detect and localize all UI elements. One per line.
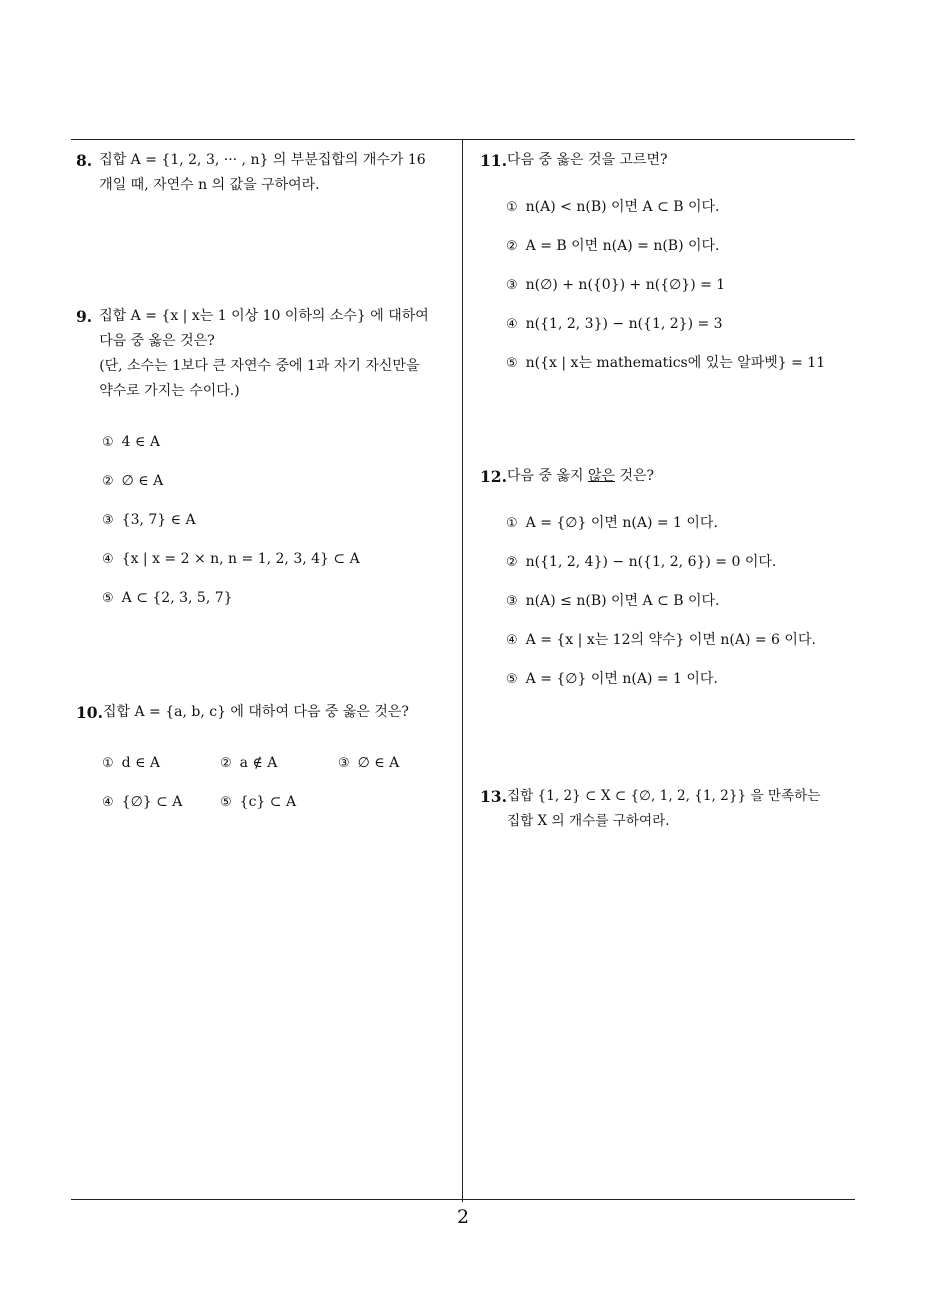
answer-options xyxy=(506,511,860,706)
question-8 xyxy=(76,148,458,198)
option-mark: ⑤ xyxy=(506,672,518,687)
question-text: 집합 A = {1, 2, 3, ··· , n} 의 부분집합의 개수가 16 개일 때, 자연수 n 의 값을 구하여라. xyxy=(99,152,426,193)
question-text xyxy=(507,464,654,489)
option-text: n(∅) + n({0}) + n({∅}) = 1 xyxy=(525,277,726,293)
answer-options xyxy=(102,751,458,829)
question-text: 집합 A = {x | x는 1 이상 10 이하의 소수} 에 대하여 다음 중 옳은 것은? (단, 소수는 1보다 큰 자연수 중에 1과 자기 자신만을 약수로 가지는 수이다.) xyxy=(99,308,429,399)
option-text: {3, 7} ∈ A xyxy=(121,512,196,528)
option-text: n({x | x는 mathematics에 있는 알파벳} = 11 xyxy=(525,355,826,371)
option-mark: ② xyxy=(506,555,518,570)
option-mark: ⑤ xyxy=(102,591,114,606)
option-mark: ⑤ xyxy=(220,795,232,810)
option-1[interactable] xyxy=(506,511,860,550)
question-text-after: 것은? xyxy=(615,468,655,484)
answer-options xyxy=(506,195,860,390)
option-mark: ① xyxy=(506,516,518,531)
option-mark: ③ xyxy=(338,756,350,771)
option-mark: ① xyxy=(102,756,114,771)
option-2[interactable] xyxy=(102,469,458,508)
option-text: d ∈ A xyxy=(121,755,160,771)
question-text-before: 다음 중 옳지 xyxy=(506,468,588,484)
option-4[interactable] xyxy=(506,628,860,667)
question-13 xyxy=(480,784,860,834)
option-text: A = B 이면 n(A) = n(B) 이다. xyxy=(525,238,720,254)
question-10 xyxy=(76,700,458,829)
bottom-rule xyxy=(71,1199,855,1200)
option-mark: ③ xyxy=(102,513,114,528)
option-mark: ④ xyxy=(102,552,114,567)
option-mark: ① xyxy=(102,435,114,450)
question-9 xyxy=(76,304,458,625)
option-text: n(A) < n(B) 이면 A ⊂ B 이다. xyxy=(525,199,720,215)
question-text: 집합 A = {a, b, c} 에 대하여 다음 중 옳은 것은? xyxy=(102,704,409,720)
option-mark: ④ xyxy=(506,633,518,648)
option-5[interactable] xyxy=(506,667,860,706)
option-text: A = {∅} 이면 n(A) = 1 이다. xyxy=(525,515,718,531)
option-1[interactable] xyxy=(506,195,860,234)
option-3[interactable] xyxy=(506,589,860,628)
option-text: {∅} ⊂ A xyxy=(121,794,183,810)
option-mark: ⑤ xyxy=(506,356,518,371)
option-text: 4 ∈ A xyxy=(121,434,160,450)
option-mark: ① xyxy=(506,200,518,215)
question-number: 8. xyxy=(76,151,93,170)
option-mark: ④ xyxy=(102,795,114,810)
answer-options xyxy=(102,430,458,625)
option-mark: ③ xyxy=(506,594,518,609)
option-mark: ② xyxy=(506,239,518,254)
option-text: n(A) ≤ n(B) 이면 A ⊂ B 이다. xyxy=(525,593,720,609)
question-text-underlined: 않은 xyxy=(587,468,616,484)
question-number: 9. xyxy=(76,307,93,326)
option-text: ∅ ∈ A xyxy=(357,755,400,771)
question-11 xyxy=(480,148,860,390)
option-2[interactable] xyxy=(220,751,338,790)
option-1[interactable] xyxy=(102,751,220,790)
option-3[interactable] xyxy=(102,508,458,547)
question-number: 10. xyxy=(76,703,103,722)
column-divider xyxy=(462,140,463,1202)
option-mark: ② xyxy=(102,474,114,489)
option-text: {x | x = 2 × n, n = 1, 2, 3, 4} ⊂ A xyxy=(121,551,360,567)
option-2[interactable] xyxy=(506,550,860,589)
option-2[interactable] xyxy=(506,234,860,273)
question-number: 13. xyxy=(480,787,507,806)
option-text: n({1, 2, 4}) − n({1, 2, 6}) = 0 이다. xyxy=(525,554,777,570)
option-5[interactable] xyxy=(102,586,458,625)
option-mark: ② xyxy=(220,756,232,771)
page-number: 2 xyxy=(456,1206,470,1228)
option-3[interactable] xyxy=(506,273,860,312)
option-1[interactable] xyxy=(102,430,458,469)
option-4[interactable] xyxy=(506,312,860,351)
question-12 xyxy=(480,464,860,706)
option-text: {c} ⊂ A xyxy=(239,794,297,810)
option-3[interactable] xyxy=(338,751,456,790)
option-mark: ③ xyxy=(506,278,518,293)
option-5[interactable] xyxy=(506,351,860,390)
question-text: 집합 {1, 2} ⊂ X ⊂ {∅, 1, 2, {1, 2}} 을 만족하는 집합 X 의 개수를 구하여라. xyxy=(506,788,821,829)
option-text: a ∉ A xyxy=(239,755,278,771)
option-mark: ④ xyxy=(506,317,518,332)
option-text: A ⊂ {2, 3, 5, 7} xyxy=(121,590,233,606)
option-4[interactable] xyxy=(102,790,220,829)
option-4[interactable] xyxy=(102,547,458,586)
question-number: 12. xyxy=(480,467,507,486)
option-text: n({1, 2, 3}) − n({1, 2}) = 3 xyxy=(525,316,723,332)
option-text: A = {x | x는 12의 약수} 이면 n(A) = 6 이다. xyxy=(525,632,816,648)
option-text: ∅ ∈ A xyxy=(121,473,164,489)
question-number: 11. xyxy=(480,151,507,170)
option-text: A = {∅} 이면 n(A) = 1 이다. xyxy=(525,671,718,687)
question-text: 다음 중 옳은 것을 고르면? xyxy=(506,152,668,168)
option-5[interactable] xyxy=(220,790,338,829)
